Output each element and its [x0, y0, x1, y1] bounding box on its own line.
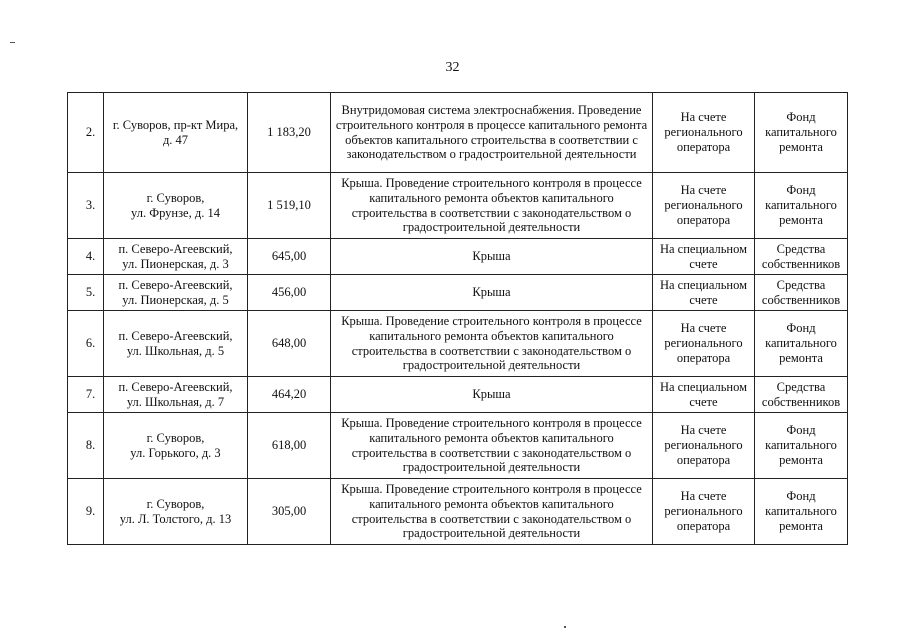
area-cell: 1 183,20 — [248, 93, 331, 173]
area-cell: 645,00 — [248, 239, 331, 275]
account-cell: На специальном счете — [653, 377, 755, 413]
scan-mark — [564, 626, 566, 628]
address-cell: п. Северо-Агеевский, ул. Пионерская, д. 5 — [104, 275, 248, 311]
table-row — [68, 311, 848, 377]
repair-table — [67, 92, 848, 545]
address-cell: г. Суворов, пр-кт Мира, д. 47 — [104, 93, 248, 173]
address-cell: г. Суворов, ул. Горького, д. 3 — [104, 413, 248, 479]
row-number: 2. — [68, 93, 104, 173]
work-type-cell: Крыша — [331, 239, 653, 275]
address-cell: п. Северо-Агеевский, ул. Пионерская, д. 3 — [104, 239, 248, 275]
address-cell: г. Суворов, ул. Л. Толстого, д. 13 — [104, 479, 248, 545]
work-type-cell: Крыша. Проведение строительного контроля в процессе капитального ремонта объектов капитального строительства в соответствии с законодательством о градостроительной деятельности — [331, 311, 653, 377]
funding-source-cell: Средства собственников — [755, 275, 848, 311]
row-number: 5. — [68, 275, 104, 311]
account-cell: На специальном счете — [653, 275, 755, 311]
funding-source-cell: Фонд капитального ремонта — [755, 93, 848, 173]
account-cell: На счете регионального оператора — [653, 311, 755, 377]
address-cell: г. Суворов, ул. Фрунзе, д. 14 — [104, 173, 248, 239]
funding-source-cell: Средства собственников — [755, 239, 848, 275]
table-row — [68, 93, 848, 173]
table-row — [68, 377, 848, 413]
row-number: 7. — [68, 377, 104, 413]
funding-source-cell: Фонд капитального ремонта — [755, 479, 848, 545]
area-cell: 1 519,10 — [248, 173, 331, 239]
area-cell: 456,00 — [248, 275, 331, 311]
work-type-cell: Крыша. Проведение строительного контроля в процессе капитального ремонта объектов капитального строительства в соответствии с законодательством о градостроительной деятельности — [331, 479, 653, 545]
work-type-cell: Крыша. Проведение строительного контроля в процессе капитального ремонта объектов капитального строительства в соответствии с законодательством о градостроительной деятельности — [331, 173, 653, 239]
scan-mark — [10, 42, 15, 43]
row-number: 9. — [68, 479, 104, 545]
account-cell: На специальном счете — [653, 239, 755, 275]
account-cell: На счете регионального оператора — [653, 173, 755, 239]
funding-source-cell: Фонд капитального ремонта — [755, 311, 848, 377]
row-number: 4. — [68, 239, 104, 275]
table-row — [68, 239, 848, 275]
funding-source-cell: Фонд капитального ремонта — [755, 173, 848, 239]
work-type-cell: Крыша — [331, 275, 653, 311]
table-row — [68, 173, 848, 239]
area-cell: 464,20 — [248, 377, 331, 413]
table-row — [68, 275, 848, 311]
row-number: 8. — [68, 413, 104, 479]
table-row — [68, 479, 848, 545]
address-cell: п. Северо-Агеевский, ул. Школьная, д. 7 — [104, 377, 248, 413]
table-row — [68, 413, 848, 479]
funding-source-cell: Фонд капитального ремонта — [755, 413, 848, 479]
page-number: 32 — [445, 60, 460, 75]
address-cell: п. Северо-Агеевский, ул. Школьная, д. 5 — [104, 311, 248, 377]
account-cell: На счете регионального оператора — [653, 413, 755, 479]
account-cell: На счете регионального оператора — [653, 479, 755, 545]
area-cell: 305,00 — [248, 479, 331, 545]
funding-source-cell: Средства собственников — [755, 377, 848, 413]
work-type-cell: Крыша. Проведение строительного контроля в процессе капитального ремонта объектов капитального строительства в соответствии с законодательством о градостроительной деятельности — [331, 413, 653, 479]
work-type-cell: Внутридомовая система электроснабжения. Проведение строительного контроля в процессе капитального ремонта объектов капитального строительства в соответствии с законодательством о градостроительной деятельности — [331, 93, 653, 173]
row-number: 6. — [68, 311, 104, 377]
area-cell: 648,00 — [248, 311, 331, 377]
area-cell: 618,00 — [248, 413, 331, 479]
row-number: 3. — [68, 173, 104, 239]
account-cell: На счете регионального оператора — [653, 93, 755, 173]
work-type-cell: Крыша — [331, 377, 653, 413]
